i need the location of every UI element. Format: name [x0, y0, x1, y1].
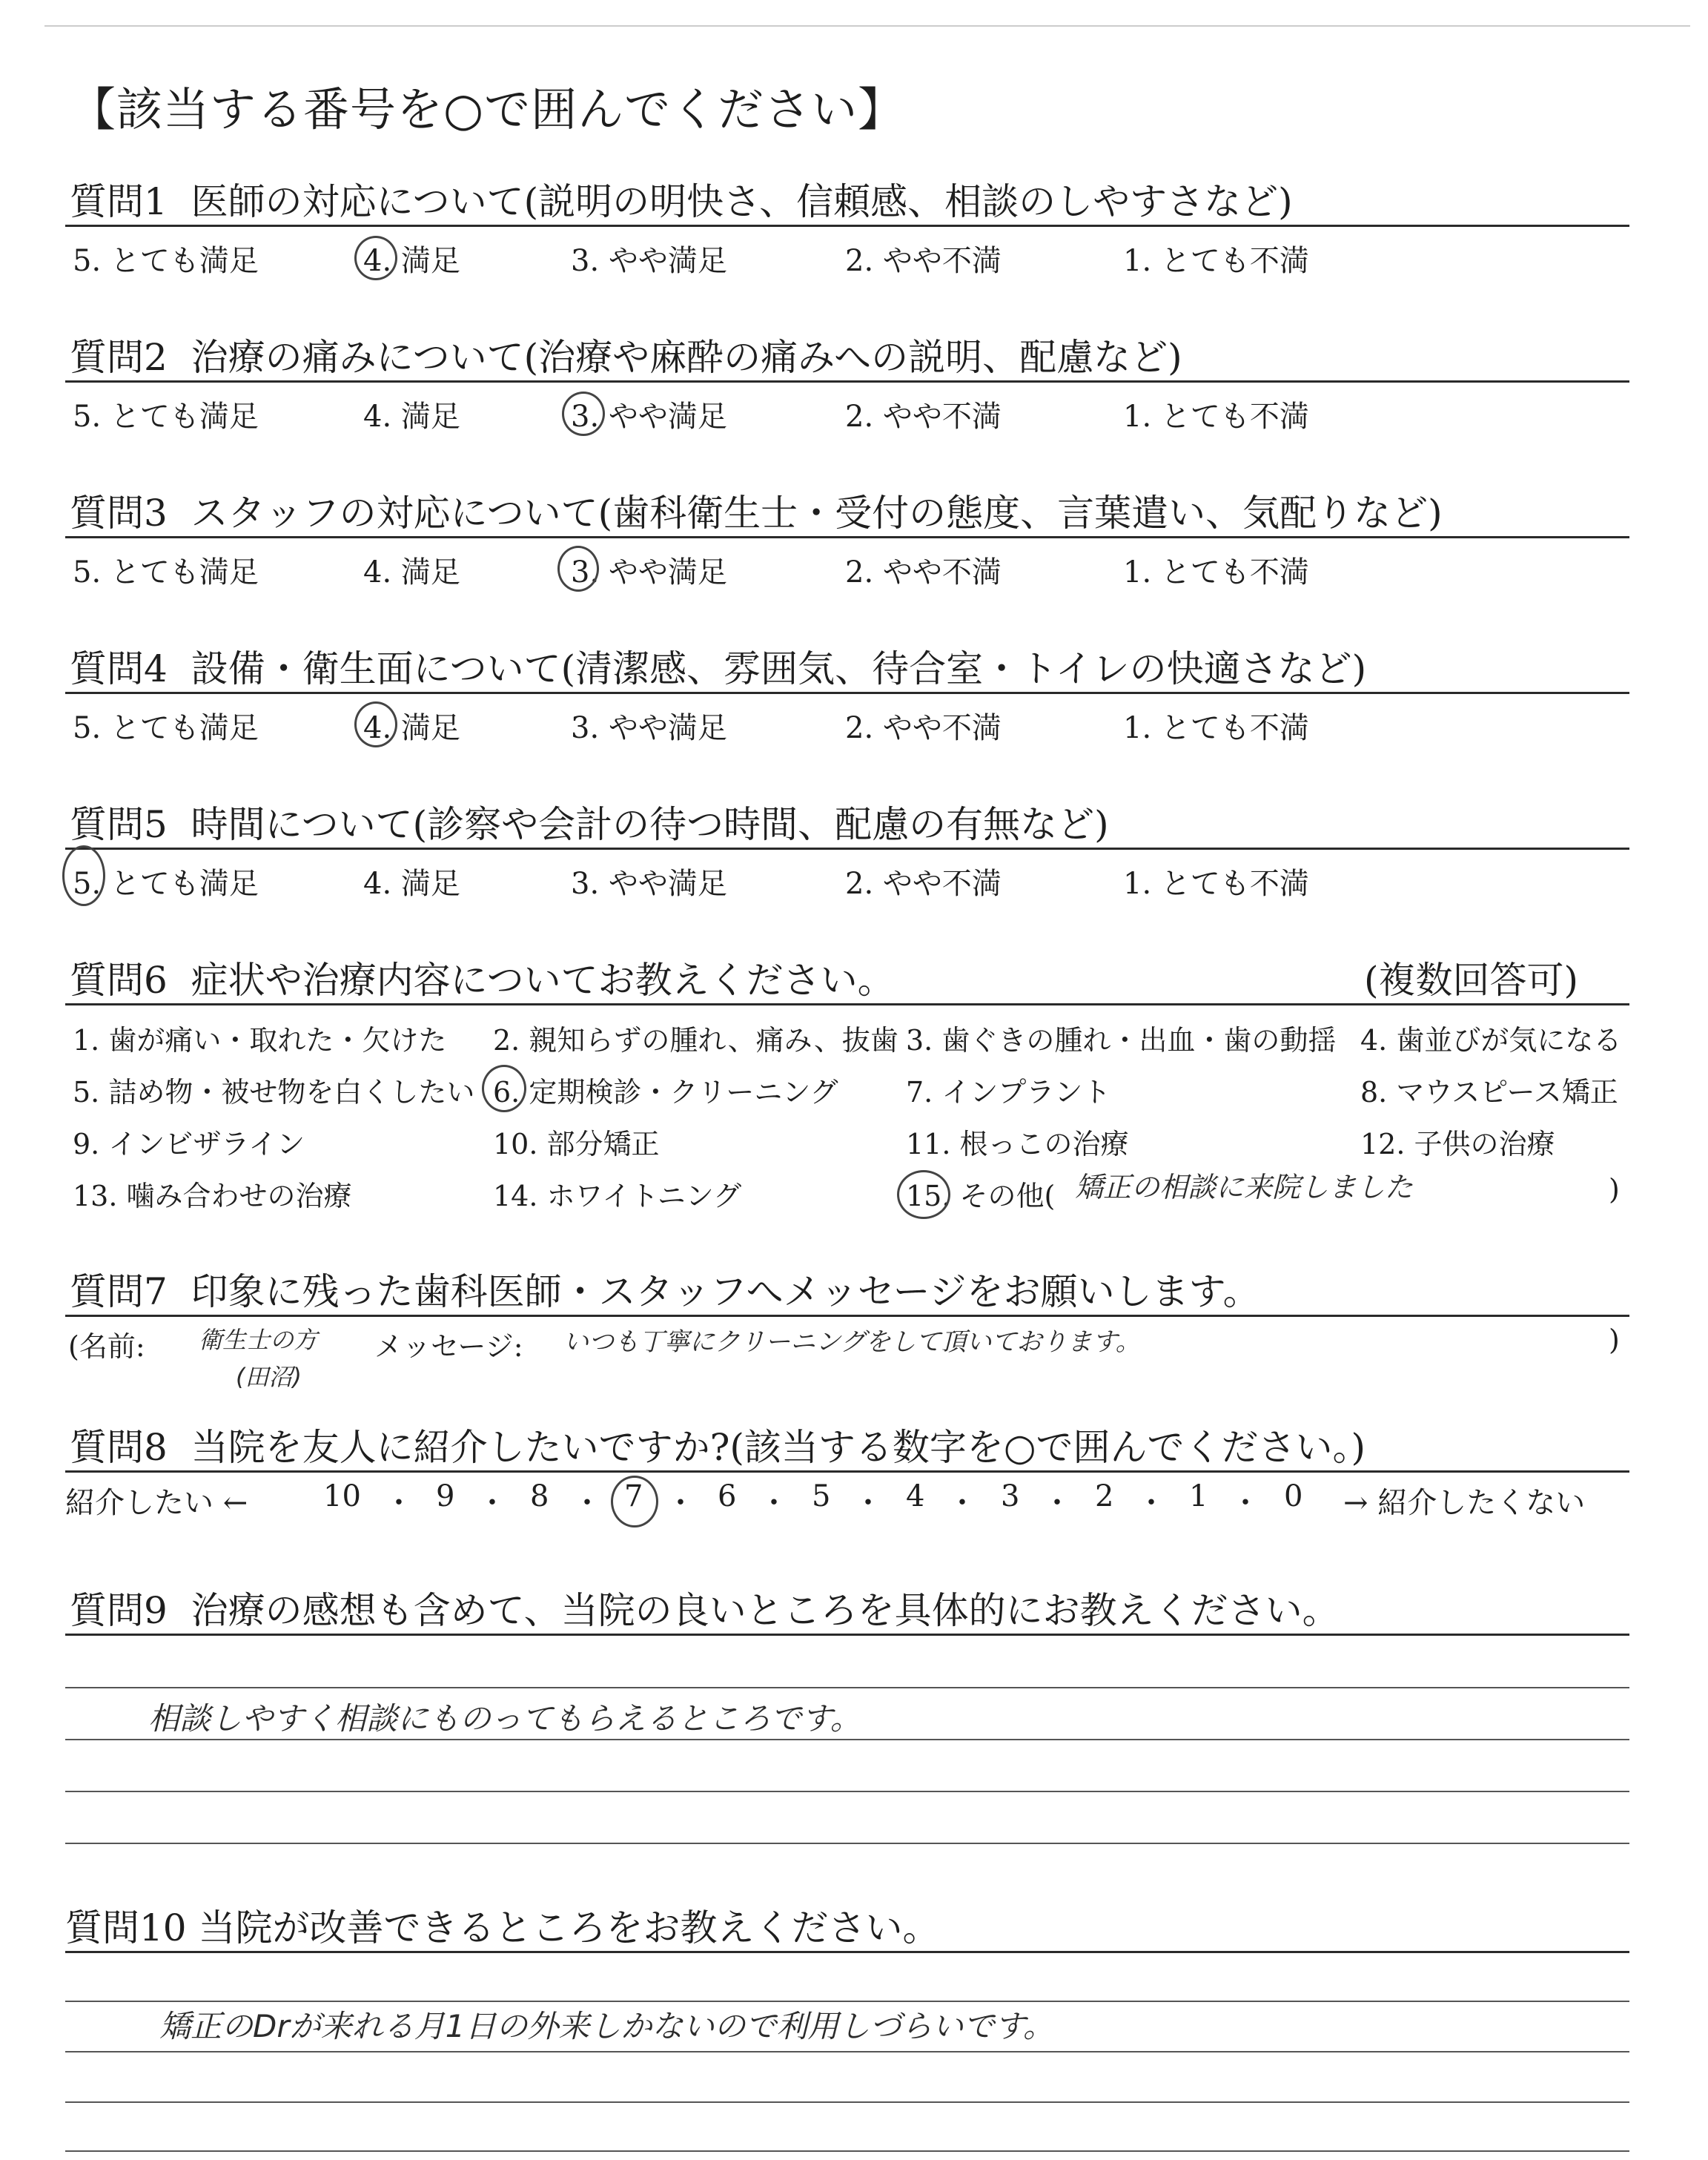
q5-option-3[interactable]: 3. やや満足: [571, 867, 727, 901]
q1-text: 医師の対応について(説明の明快さ、信頼感、相談のしやすさなど): [191, 180, 1293, 223]
q4-option-2[interactable]: 2. やや不満: [845, 711, 1002, 745]
q5-option-1[interactable]: 1. とても不満: [1123, 867, 1309, 901]
q8-scale-0[interactable]: 0: [1284, 1479, 1303, 1513]
q2-option-1[interactable]: 1. とても不満: [1123, 400, 1309, 434]
q4-text: 設備・衛生面について(清潔感、雰囲気、待合室・トイレの快適さなど): [191, 647, 1367, 690]
q3-option-3[interactable]: 3. やや満足: [571, 555, 727, 589]
q8-scale-3[interactable]: 3: [1001, 1479, 1020, 1513]
q8-right-label: → 紹介したくない: [1343, 1486, 1586, 1520]
q6-item-5[interactable]: 5. 詰め物・被せ物を白くしたい: [73, 1076, 475, 1109]
q1-selected-circle: [354, 236, 397, 280]
q10-heading: [65, 1898, 940, 1952]
q5-rule: [65, 848, 1629, 850]
q5-text: 時間について(診察や会計の待つ時間、配慮の有無など): [191, 803, 1109, 846]
q10-answer-line-3: [65, 2101, 1629, 2103]
q8-separator: ・: [947, 1486, 977, 1520]
q6-item-11[interactable]: 11. 根っこの治療: [906, 1128, 1129, 1160]
q4-selected-circle: [354, 701, 397, 747]
q10-answer-line-2: [65, 2051, 1629, 2052]
q8-scale-10[interactable]: 10: [323, 1479, 361, 1513]
q6-item-4[interactable]: 4. 歯並びが気になる: [1360, 1024, 1622, 1057]
q10-rule: [65, 1951, 1629, 1953]
q1-option-2[interactable]: 2. やや不満: [845, 244, 1002, 278]
q6-item-2[interactable]: 2. 親知らずの腫れ、痛み、抜歯: [493, 1024, 898, 1057]
q8-scale-4[interactable]: 4: [906, 1479, 925, 1513]
q1-option-1[interactable]: 1. とても不満: [1123, 244, 1309, 278]
q9-answer-line-1: [65, 1687, 1629, 1688]
q6-note: (複数回答可): [1364, 959, 1579, 1002]
q5-label: 質問5: [70, 803, 168, 846]
q8-label: 質問8: [70, 1426, 168, 1469]
q7-text: 印象に残った歯科医師・スタッフへメッセージをお願いします。: [191, 1270, 1260, 1313]
q6-item-15-circle: [897, 1170, 950, 1219]
q8-separator: ・: [759, 1486, 789, 1520]
q6-other-close: ): [1609, 1173, 1620, 1206]
q4-option-4[interactable]: 4. 満足: [363, 711, 460, 745]
q6-item-6-circle: [482, 1065, 526, 1112]
q4-rule: [65, 692, 1629, 694]
q6-rule: [65, 1003, 1629, 1005]
q8-scale-1[interactable]: 1: [1189, 1479, 1208, 1513]
q10-label: 質問10: [65, 1906, 187, 1949]
q7-name-sub: (田沼): [236, 1363, 302, 1391]
q6-item-8[interactable]: 8. マウスピース矯正: [1360, 1076, 1618, 1109]
q9-answer-line-3: [65, 1791, 1629, 1792]
q1-label: 質問1: [70, 180, 168, 223]
q3-option-4[interactable]: 4. 満足: [363, 555, 460, 589]
q8-selected-circle: [611, 1476, 658, 1527]
q3-heading: [70, 483, 1443, 537]
q5-heading: [70, 795, 1109, 848]
q2-label: 質問2: [70, 336, 168, 379]
q6-item-9[interactable]: 9. インビザライン: [73, 1128, 305, 1160]
q8-separator: ・: [1231, 1486, 1260, 1520]
q5-option-2[interactable]: 2. やや不満: [845, 867, 1002, 901]
q6-label: 質問6: [70, 959, 168, 1002]
q5-option-4[interactable]: 4. 満足: [363, 867, 460, 901]
q9-heading: [70, 1581, 1340, 1634]
q6-item-10[interactable]: 10. 部分矯正: [493, 1128, 660, 1160]
q4-heading: [70, 639, 1366, 693]
q7-close: ): [1609, 1324, 1620, 1356]
q8-separator: ・: [1042, 1486, 1072, 1520]
q2-rule: [65, 380, 1629, 383]
q1-option-5[interactable]: 5. とても満足: [73, 244, 259, 278]
q8-separator: ・: [1136, 1486, 1166, 1520]
q8-separator: ・: [853, 1486, 883, 1520]
q8-rule: [65, 1470, 1629, 1473]
q6-item-12[interactable]: 12. 子供の治療: [1360, 1128, 1555, 1160]
q4-label: 質問4: [70, 647, 168, 690]
q8-text: 当院を友人に紹介したいですか?(該当する数字を○で囲んでください。): [191, 1426, 1366, 1469]
q9-answer-line-2: [65, 1739, 1629, 1740]
q3-option-2[interactable]: 2. やや不満: [845, 555, 1002, 589]
q5-selected-circle: [62, 845, 105, 906]
q8-heading: [70, 1418, 1366, 1471]
q6-item-3[interactable]: 3. 歯ぐきの腫れ・出血・歯の動揺: [906, 1024, 1337, 1057]
q8-scale-5[interactable]: 5: [812, 1479, 831, 1513]
q10-answer-line-4: [65, 2150, 1629, 2152]
q8-scale-7[interactable]: 7: [624, 1479, 643, 1513]
q1-rule: [65, 225, 1629, 227]
q2-option-2[interactable]: 2. やや不満: [845, 400, 1002, 434]
q6-item-15[interactable]: 15. その他(: [906, 1180, 1056, 1212]
q8-left-label: 紹介したい ←: [65, 1486, 248, 1520]
q7-rule: [65, 1315, 1629, 1317]
q7-heading: [70, 1262, 1260, 1315]
q1-option-3[interactable]: 3. やや満足: [571, 244, 727, 278]
q10-text: 当院が改善できるところをお教えください。: [198, 1906, 940, 1949]
q6-text: 症状や治療内容についてお教えください。: [191, 959, 895, 1002]
q10-answer: 矯正のDrが来れる月1日の外来しかないので利用しづらいです。: [159, 2008, 1054, 2044]
q2-text: 治療の痛みについて(治療や麻酔の痛みへの説明、配慮など): [191, 336, 1182, 379]
q8-separator: ・: [477, 1486, 507, 1520]
q7-name-label: (名前:: [68, 1330, 145, 1363]
q9-label: 質問9: [70, 1589, 168, 1632]
q3-option-5[interactable]: 5. とても満足: [73, 555, 259, 589]
q7-message-label: メッセージ:: [374, 1330, 523, 1363]
q1-heading: [70, 172, 1293, 225]
page-title: 【該当する番号を○で囲んでください】: [70, 82, 905, 136]
q6-other-answer: 矯正の相談に来院しました: [1075, 1171, 1414, 1203]
q5-option-5[interactable]: 5. とても満足: [73, 867, 259, 901]
q2-option-3[interactable]: 3. やや満足: [571, 400, 727, 434]
q6-item-14[interactable]: 14. ホワイトニング: [493, 1180, 742, 1212]
q3-option-1[interactable]: 1. とても不満: [1123, 555, 1309, 589]
q3-rule: [65, 536, 1629, 538]
q6-item-7[interactable]: 7. インプラント: [906, 1076, 1111, 1109]
q8-separator: ・: [572, 1486, 602, 1520]
q4-option-5[interactable]: 5. とても満足: [73, 711, 259, 745]
q9-text: 治療の感想も含めて、当院の良いところを具体的にお教えください。: [191, 1589, 1340, 1632]
q6-heading: [70, 951, 895, 1004]
top-edge-line: [44, 25, 1690, 27]
q9-rule: [65, 1634, 1629, 1636]
q7-label: 質問7: [70, 1270, 168, 1313]
q6-item-6[interactable]: 6. 定期検診・クリーニング: [493, 1076, 838, 1109]
q6-item-13[interactable]: 13. 噛み合わせの治療: [73, 1180, 352, 1212]
q2-option-5[interactable]: 5. とても満足: [73, 400, 259, 434]
q8-scale-2[interactable]: 2: [1095, 1479, 1114, 1513]
q2-option-4[interactable]: 4. 満足: [363, 400, 460, 434]
q8-scale-9[interactable]: 9: [436, 1479, 455, 1513]
q4-option-1[interactable]: 1. とても不満: [1123, 711, 1309, 745]
q3-selected-circle: [557, 546, 599, 592]
q3-text: スタッフの対応について(歯科衛生士・受付の態度、言葉遣い、気配りなど): [191, 492, 1443, 535]
q8-scale-6[interactable]: 6: [718, 1479, 737, 1513]
q2-selected-circle: [562, 392, 605, 436]
q8-scale-8[interactable]: 8: [530, 1479, 549, 1513]
q8-separator: ・: [384, 1486, 414, 1520]
q8-separator: ・: [666, 1486, 695, 1520]
q7-name-value: 衛生士の方: [199, 1326, 318, 1354]
q1-option-4[interactable]: 4. 満足: [363, 244, 460, 278]
q9-answer: 相談しやすく相談にものってもらえるところです。: [148, 1700, 861, 1737]
q7-message-value: いつも丁寧にクリーニングをして頂いております。: [563, 1327, 1141, 1357]
q4-option-3[interactable]: 3. やや満足: [571, 711, 727, 745]
q6-item-1[interactable]: 1. 歯が痛い・取れた・欠けた: [73, 1024, 447, 1057]
q2-heading: [70, 328, 1182, 381]
q3-label: 質問3: [70, 492, 168, 535]
q9-answer-line-4: [65, 1843, 1629, 1844]
